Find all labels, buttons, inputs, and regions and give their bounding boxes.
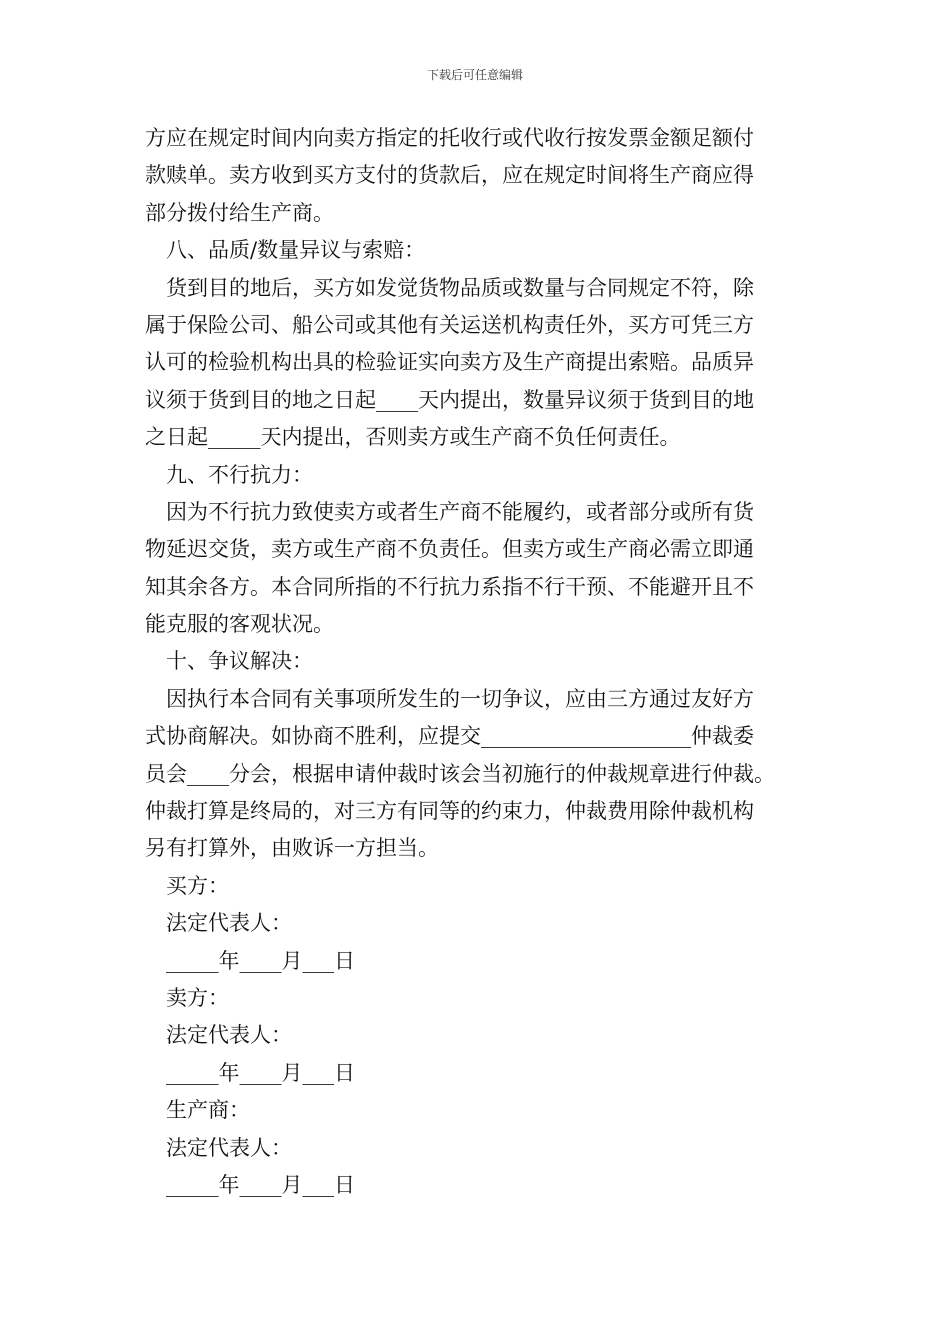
- text-line: _____年____月___日: [166, 948, 355, 973]
- text-line: 法定代表人：: [166, 911, 292, 936]
- text-line: 买方：: [166, 873, 229, 898]
- text-line: 八、品质/数量异议与索赔：: [166, 238, 426, 263]
- text-line: 生产商：: [166, 1098, 250, 1123]
- text-line: 另有打算外，由败诉一方担当。: [145, 836, 439, 861]
- text-line: 十、争议解决：: [166, 649, 313, 674]
- text-line: 法定代表人：: [166, 1135, 292, 1160]
- text-line: 员会____分会，根据申请仲裁时该会当初施行的仲裁规章进行仲裁。: [145, 761, 775, 786]
- text-line: 九、不行抗力：: [166, 462, 313, 487]
- document-body: [145, 120, 815, 1204]
- text-line: 仲裁打算是终局的，对三方有同等的约束力，仲裁费用除仲裁机构: [145, 799, 754, 824]
- text-line: 能克服的客观状况。: [145, 612, 334, 637]
- text-line: 因执行本合同有关事项所发生的一切争议，应由三方通过友好方: [166, 686, 754, 711]
- text-line: 物延迟交货，卖方或生产商不负责任。但卖方或生产商必需立即通: [145, 537, 754, 562]
- text-line: 式协商解决。如协商不胜利，应提交____________________仲裁委: [145, 724, 754, 749]
- text-line: 属于保险公司、船公司或其他有关运送机构责任外，买方可凭三方: [145, 312, 754, 337]
- text-line: _____年____月___日: [166, 1060, 355, 1085]
- text-line: _____年____月___日: [166, 1172, 355, 1197]
- text-line: 知其余各方。本合同所指的不行抗力系指不行干预、不能避开且不: [145, 574, 754, 599]
- text-line: 方应在规定时间内向卖方指定的托收行或代收行按发票金额足额付: [145, 126, 754, 150]
- page-header: 下载后可任意编辑: [426, 68, 523, 82]
- text-line: 认可的检验机构出具的检验证实向卖方及生产商提出索赔。品质异: [145, 350, 754, 375]
- text-line: 货到目的地后，买方如发觉货物品质或数量与合同规定不符，除: [166, 275, 754, 300]
- text-line: 因为不行抗力致使卖方或者生产商不能履约，或者部分或所有货: [166, 499, 754, 524]
- text-line: 部分拨付给生产商。: [145, 200, 334, 225]
- text-line: 款赎单。卖方收到买方支付的货款后，应在规定时间将生产商应得: [145, 163, 754, 188]
- text-line: 议须于货到目的地之日起____天内提出，数量异议须于货到目的地: [145, 387, 754, 412]
- text-line: 之日起_____天内提出，否则卖方或生产商不负任何责任。: [145, 425, 681, 450]
- text-line: 法定代表人：: [166, 1023, 292, 1048]
- text-line: 卖方：: [166, 985, 229, 1010]
